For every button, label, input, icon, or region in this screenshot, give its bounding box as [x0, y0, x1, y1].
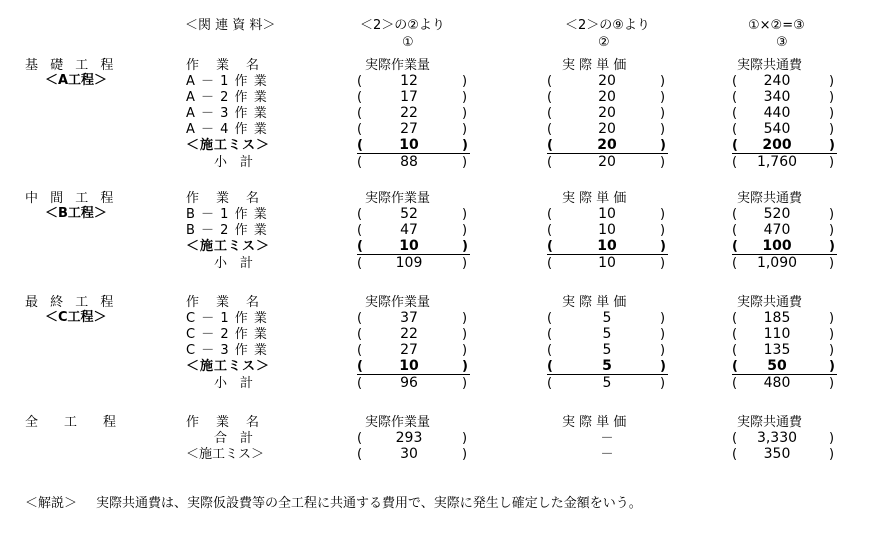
- paren-close: ): [829, 223, 835, 238]
- col2-mark: ②: [598, 35, 610, 50]
- paren-close: ): [660, 122, 666, 137]
- work-name: ＜施工ミス＞: [186, 359, 271, 374]
- paren-open: (: [547, 90, 553, 105]
- col1-source: ＜2＞の②より: [360, 18, 445, 33]
- paren-close: ): [462, 359, 468, 374]
- paren-close: ): [829, 343, 835, 358]
- col3-formula: ①×②=③: [748, 18, 805, 33]
- paren-open: (: [732, 74, 738, 89]
- paren-open: (: [547, 376, 553, 391]
- paren-open: (: [732, 239, 738, 254]
- paren-close: ): [462, 343, 468, 358]
- paren-open: (: [357, 207, 363, 222]
- paren-close: ): [462, 376, 468, 391]
- work-name-header: 作 業 名: [186, 191, 262, 206]
- hours-value: 10: [399, 358, 419, 374]
- paren-open: (: [732, 207, 738, 222]
- paren-close: ): [462, 155, 468, 170]
- all-section-title: 全 工 程: [25, 415, 117, 430]
- paren-close: ): [660, 155, 666, 170]
- work-name-header: 作 業 名: [186, 58, 262, 73]
- cost-value: 200: [762, 137, 792, 153]
- paren-close: ): [660, 359, 666, 374]
- paren-open: (: [357, 239, 363, 254]
- section-subtitle: ＜C工程＞: [45, 310, 107, 325]
- unit-value: 20: [598, 73, 616, 89]
- paren-close: ): [829, 74, 835, 89]
- hours-header: 実際作業量: [365, 415, 431, 430]
- section-title: 基 礎 工 程: [25, 58, 118, 73]
- paren-open: (: [547, 256, 553, 271]
- cost-value: 100: [762, 238, 792, 254]
- paren-open: (: [732, 343, 738, 358]
- work-name: ＜施工ミス＞: [186, 138, 271, 153]
- cost-value: 50: [767, 358, 787, 374]
- paren-close: ): [462, 239, 468, 254]
- unit-value: 5: [602, 342, 612, 358]
- hours-value: 27: [400, 342, 418, 358]
- paren-close: ): [462, 138, 468, 153]
- paren-close: ): [829, 376, 835, 391]
- unit-header: 実 際 単 価: [562, 58, 627, 73]
- paren-close: ): [462, 311, 468, 326]
- note-text: 実際共通費は、実際仮設費等の全工程に共通する費用で、実際に発生し確定した金額をいう。: [96, 496, 642, 511]
- paren-close: ): [829, 90, 835, 105]
- paren-close: ): [660, 106, 666, 121]
- hours-value: 22: [400, 326, 418, 342]
- section-subtitle: ＜A工程＞: [45, 73, 108, 88]
- paren-close: ): [462, 207, 468, 222]
- paren-close: ): [829, 207, 835, 222]
- paren-close: ): [660, 239, 666, 254]
- paren-close: ): [660, 90, 666, 105]
- cost-value: 1,760: [756, 154, 798, 170]
- cost-value: 240: [763, 73, 791, 89]
- hours-value: 52: [400, 206, 418, 222]
- unit-value: 20: [598, 105, 616, 121]
- paren-open: (: [357, 359, 363, 374]
- paren-close: ): [660, 207, 666, 222]
- paren-open: (: [732, 138, 738, 153]
- work-name: B － 1 作 業: [186, 207, 268, 222]
- unit-value: 5: [602, 375, 612, 391]
- unit-dash: －: [600, 431, 614, 446]
- paren-open: (: [732, 327, 738, 342]
- paren-open: (: [547, 106, 553, 121]
- paren-open: (: [732, 359, 738, 374]
- paren-open: (: [357, 223, 363, 238]
- paren-close: ): [660, 74, 666, 89]
- col3-mark: ③: [776, 35, 788, 50]
- paren-close: ): [829, 447, 835, 462]
- work-name: 合 計: [214, 431, 254, 446]
- work-name: ＜施工ミス＞: [186, 447, 265, 462]
- paren-close: ): [660, 138, 666, 153]
- unit-value: 20: [598, 121, 616, 137]
- unit-header: 実 際 単 価: [562, 295, 627, 310]
- paren-open: (: [732, 447, 738, 462]
- cost-value: 480: [763, 375, 791, 391]
- paren-open: (: [357, 74, 363, 89]
- cost-value: 540: [763, 121, 791, 137]
- section-subtitle: ＜B工程＞: [45, 206, 107, 221]
- hours-value: 109: [395, 255, 423, 271]
- paren-close: ): [829, 311, 835, 326]
- hours-value: 10: [399, 238, 419, 254]
- paren-close: ): [829, 155, 835, 170]
- hours-header: 実際作業量: [365, 191, 431, 206]
- col1-mark: ①: [402, 35, 414, 50]
- work-name: C － 2 作 業: [186, 327, 268, 342]
- hours-value: 96: [400, 375, 418, 391]
- cost-header: 実際共通費: [737, 191, 803, 206]
- cost-value: 440: [763, 105, 791, 121]
- paren-open: (: [732, 376, 738, 391]
- hours-value: 27: [400, 121, 418, 137]
- unit-value: 5: [602, 326, 612, 342]
- cost-value: 520: [763, 206, 791, 222]
- cost-value: 3,330: [756, 430, 798, 446]
- paren-open: (: [357, 90, 363, 105]
- paren-close: ): [660, 376, 666, 391]
- paren-open: (: [357, 431, 363, 446]
- hours-value: 88: [400, 154, 418, 170]
- related-materials-label: ＜関 連 資 料＞: [185, 18, 276, 33]
- paren-open: (: [547, 239, 553, 254]
- unit-header: 実 際 単 価: [562, 415, 627, 430]
- paren-open: (: [547, 223, 553, 238]
- hours-value: 30: [400, 446, 418, 462]
- paren-close: ): [462, 256, 468, 271]
- paren-open: (: [357, 122, 363, 137]
- paren-open: (: [547, 343, 553, 358]
- paren-open: (: [547, 155, 553, 170]
- hours-value: 293: [395, 430, 423, 446]
- cost-header: 実際共通費: [737, 58, 803, 73]
- paren-close: ): [660, 256, 666, 271]
- work-name: B － 2 作 業: [186, 223, 268, 238]
- hours-value: 37: [400, 310, 418, 326]
- paren-close: ): [829, 122, 835, 137]
- work-name: A － 3 作 業: [186, 106, 268, 121]
- paren-open: (: [547, 207, 553, 222]
- col2-source: ＜2＞の⑨より: [565, 18, 650, 33]
- paren-close: ): [462, 106, 468, 121]
- work-name-header: 作 業 名: [186, 295, 262, 310]
- paren-close: ): [829, 431, 835, 446]
- work-name: A － 1 作 業: [186, 74, 268, 89]
- paren-open: (: [357, 376, 363, 391]
- work-name-header: 作 業 名: [186, 415, 262, 430]
- paren-open: (: [732, 311, 738, 326]
- unit-dash: －: [600, 447, 614, 462]
- hours-value: 12: [400, 73, 418, 89]
- subtotal-label: 小 計: [214, 155, 254, 170]
- paren-open: (: [547, 359, 553, 374]
- paren-open: (: [732, 431, 738, 446]
- subtotal-label: 小 計: [214, 376, 254, 391]
- unit-value: 20: [598, 154, 616, 170]
- paren-close: ): [660, 223, 666, 238]
- section-title: 最 終 工 程: [25, 295, 118, 310]
- paren-close: ): [660, 327, 666, 342]
- unit-value: 5: [602, 358, 612, 374]
- paren-open: (: [547, 311, 553, 326]
- paren-close: ): [462, 90, 468, 105]
- paren-close: ): [829, 359, 835, 374]
- paren-open: (: [357, 106, 363, 121]
- paren-open: (: [547, 74, 553, 89]
- paren-close: ): [829, 327, 835, 342]
- hours-value: 10: [399, 137, 419, 153]
- hours-value: 17: [400, 89, 418, 105]
- paren-open: (: [732, 155, 738, 170]
- paren-open: (: [357, 138, 363, 153]
- paren-open: (: [732, 90, 738, 105]
- paren-open: (: [547, 138, 553, 153]
- paren-close: ): [660, 343, 666, 358]
- paren-open: (: [357, 256, 363, 271]
- paren-open: (: [357, 155, 363, 170]
- hours-header: 実際作業量: [365, 58, 431, 73]
- cost-value: 1,090: [756, 255, 798, 271]
- paren-close: ): [462, 327, 468, 342]
- unit-header: 実 際 単 価: [562, 191, 627, 206]
- paren-open: (: [357, 327, 363, 342]
- unit-value: 20: [598, 89, 616, 105]
- paren-open: (: [732, 223, 738, 238]
- cost-value: 135: [763, 342, 791, 358]
- unit-value: 10: [598, 206, 616, 222]
- hours-value: 22: [400, 105, 418, 121]
- hours-value: 47: [400, 222, 418, 238]
- unit-value: 5: [602, 310, 612, 326]
- cost-value: 340: [763, 89, 791, 105]
- cost-value: 350: [763, 446, 791, 462]
- subtotal-label: 小 計: [214, 256, 254, 271]
- paren-close: ): [829, 138, 835, 153]
- work-name: A － 2 作 業: [186, 90, 268, 105]
- paren-close: ): [462, 431, 468, 446]
- paren-open: (: [732, 256, 738, 271]
- paren-open: (: [357, 447, 363, 462]
- work-name: C － 3 作 業: [186, 343, 268, 358]
- unit-value: 10: [598, 222, 616, 238]
- paren-open: (: [547, 327, 553, 342]
- paren-close: ): [462, 74, 468, 89]
- note-label: ＜解説＞: [25, 496, 78, 511]
- work-name: C － 1 作 業: [186, 311, 268, 326]
- cost-value: 470: [763, 222, 791, 238]
- cost-value: 110: [763, 326, 791, 342]
- paren-close: ): [829, 239, 835, 254]
- section-title: 中 間 工 程: [25, 191, 118, 206]
- work-name: ＜施工ミス＞: [186, 239, 271, 254]
- paren-open: (: [732, 122, 738, 137]
- paren-close: ): [829, 106, 835, 121]
- paren-close: ): [462, 447, 468, 462]
- unit-value: 20: [597, 137, 617, 153]
- work-name: A － 4 作 業: [186, 122, 268, 137]
- cost-header: 実際共通費: [737, 415, 803, 430]
- cost-header: 実際共通費: [737, 295, 803, 310]
- paren-close: ): [660, 311, 666, 326]
- hours-header: 実際作業量: [365, 295, 431, 310]
- paren-close: ): [462, 122, 468, 137]
- paren-close: ): [462, 223, 468, 238]
- paren-close: ): [829, 256, 835, 271]
- paren-open: (: [357, 311, 363, 326]
- paren-open: (: [357, 343, 363, 358]
- cost-value: 185: [763, 310, 791, 326]
- paren-open: (: [732, 106, 738, 121]
- paren-open: (: [547, 122, 553, 137]
- unit-value: 10: [597, 238, 617, 254]
- unit-value: 10: [598, 255, 616, 271]
